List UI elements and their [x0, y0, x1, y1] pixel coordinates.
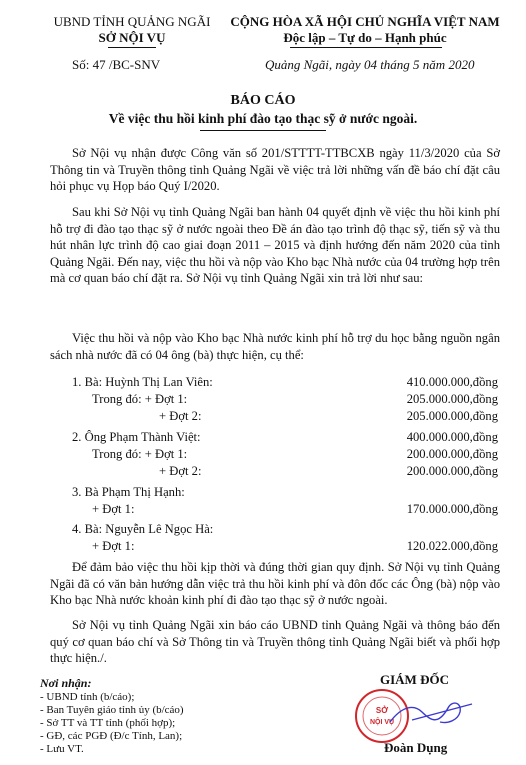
item-4-sub1-label: + Đợt 1: — [92, 539, 135, 553]
item-1-sub1-amount: 205.000.000,đồng — [406, 392, 498, 406]
item-4-label: 4. Bà: Nguyễn Lê Ngọc Hà: — [72, 522, 214, 536]
item-2-sub1-amount: 200.000.000,đồng — [406, 447, 498, 461]
item-1-sub2-amount: 205.000.000,đồng — [406, 409, 498, 423]
motto-underline — [290, 47, 442, 48]
item-3-label: 3. Bà Phạm Thị Hạnh: — [72, 485, 185, 499]
item-3-sub1-amount: 170.000.000,đồng — [406, 502, 498, 516]
item-1-label: 1. Bà: Huỳnh Thị Lan Viên: — [72, 375, 213, 389]
item-3-sub1-label: + Đợt 1: — [92, 502, 135, 516]
paragraph-3: Việc thu hồi và nộp vào Kho bạc Nhà nước kinh phí hỗ trợ du học bằng nguồn ngân sách nhà nước đã có 04 ông (bà) thực hiện, cụ thể: — [50, 331, 500, 362]
report-title: BÁO CÁO — [230, 93, 296, 108]
item-4-sub1-amount: 120.022.000,đồng — [406, 539, 498, 553]
paragraph-5: Sở Nội vụ tỉnh Quảng Ngãi xin báo cáo UBND tỉnh Quảng Ngãi và thông báo đến quý cơ quan báo chí và Sở Thông tin và Truyền thông tỉnh Quảng Ngãi biết và phối hợp thực hiện./. — [50, 618, 500, 665]
recipient-line: - Ban Tuyên giáo tỉnh ủy (b/cáo) — [40, 704, 184, 716]
stamp-text-bottom: NỘI VỤ — [369, 719, 395, 726]
paragraph-2: Sau khi Sở Nội vụ tỉnh Quảng Ngãi ban hành 04 quyết định về việc thu hồi kinh phí hỗ trợ đi đào tạo thạc sỹ ở nước ngoài theo Đề án đào tạo trình độ thạc sỹ, tiến sỹ và thu hút nhân lực trình độ cao giai đoạn 2011 – 2015 và định hướng đến năm 2020 của tỉnh Quảng Ngãi. Đến nay, việc thu hồi và nộp vào Kho bạc Nhà nước của 04 trường hợp trên mà cơ quan báo chí đặt ra. Sở Nội vụ tỉnh Quảng Ngãi xin trả lời như sau: — [50, 205, 500, 285]
item-2-label: 2. Ông Phạm Thành Việt: — [72, 430, 201, 444]
item-2-sub2-amount: 200.000.000,đồng — [406, 464, 498, 478]
recipient-line: - GĐ, các PGĐ (Đ/c Tính, Lan); — [40, 730, 183, 742]
handwritten-signature — [390, 703, 472, 722]
org-parent: UBND TỈNH QUẢNG NGÃI — [53, 14, 211, 29]
paragraph-4: Để đảm bảo việc thu hồi kịp thời và đúng thời gian quy định. Sở Nội vụ tỉnh Quảng Ngãi đã có văn bản hướng dẫn việc trả thu hồi kinh phí và đôn đốc các Ông (bà) nộp vào Kho bạc Nhà nước khoản kinh phí đi đào tạo thạc sỹ ở nước ngoài. — [50, 560, 500, 607]
place-date: Quảng Ngãi, ngày 04 tháng 5 năm 2020 — [265, 57, 475, 72]
recipients-heading: Nơi nhận: — [40, 676, 92, 690]
recipient-line: - UBND tỉnh (b/cáo); — [40, 691, 135, 703]
item-1-sub2-label: + Đợt 2: — [159, 409, 202, 423]
item-2-sub2-label: + Đợt 2: — [159, 464, 202, 478]
stamp-text-top: SỞ — [375, 706, 389, 715]
recipient-line: - Lưu VT. — [40, 743, 84, 755]
report-subject: Về việc thu hồi kinh phí đào tạo thạc sỹ ở nước ngoài. — [108, 111, 418, 126]
paragraph-1: Sở Nội vụ nhận được Công văn số 201/STTTT-TTBCXB ngày 11/3/2020 của Sở Thông tin và Truyền thông tỉnh Quảng Ngãi về việc trả lời những vấn đề báo chí đặt câu hỏi phục vụ Họp báo Quý I/2020. — [50, 146, 500, 193]
signer-name: Đoàn Dụng — [384, 740, 448, 755]
org-name: SỞ NỘI VỤ — [98, 30, 166, 45]
item-1-total: 410.000.000,đồng — [406, 375, 498, 389]
nation-title: CỘNG HÒA XÃ HỘI CHỦ NGHĨA VIỆT NAM — [230, 14, 500, 29]
subject-underline — [200, 130, 326, 131]
signature-title: GIÁM ĐỐC — [380, 672, 449, 687]
item-2-sub1-label: Trong đó: + Đợt 1: — [92, 447, 188, 461]
stamp-outer-ring — [356, 690, 408, 742]
doc-number: Số: 47 /BC-SNV — [72, 57, 161, 72]
org-underline — [108, 47, 156, 48]
recipient-line: - Sở TT và TT tỉnh (phối hợp); — [40, 717, 176, 729]
motto: Độc lập – Tự do – Hạnh phúc — [283, 30, 447, 45]
item-1-sub1-label: Trong đó: + Đợt 1: — [92, 392, 188, 406]
item-2-total: 400.000.000,đồng — [406, 430, 498, 444]
